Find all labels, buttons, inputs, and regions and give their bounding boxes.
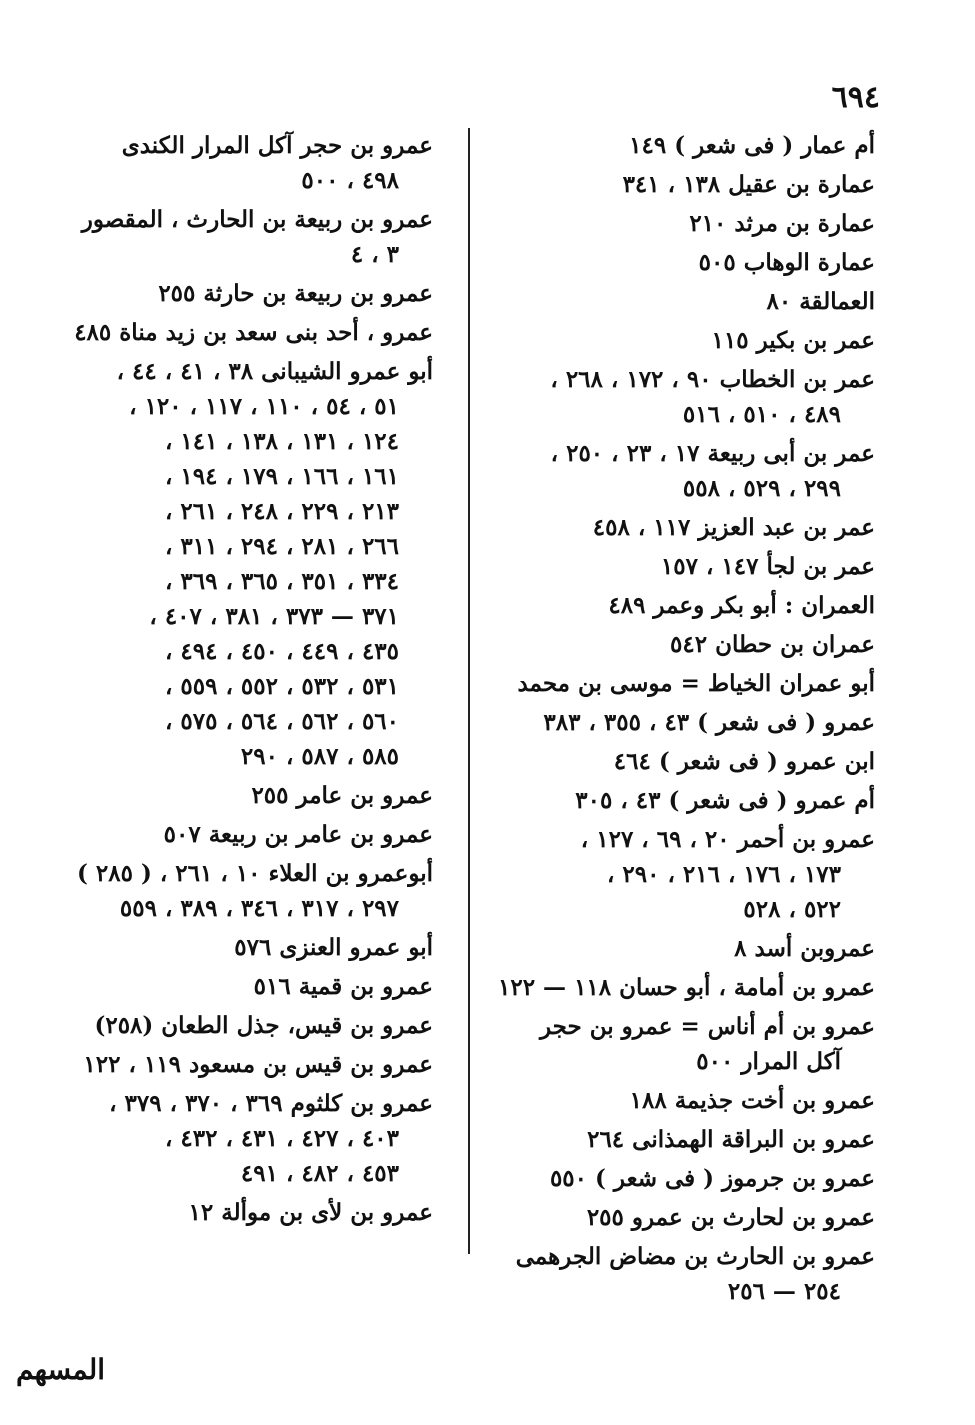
index-entry: أبو عمرو العنزى ٥٧٦ <box>234 934 433 961</box>
index-entry: عمرو بن البراقة الهمذانى ٢٦٤ <box>587 1126 875 1153</box>
index-entry: أم عمار ( فى شعر ) ١٤٩ <box>629 132 875 159</box>
index-entry: عمر بن الخطاب ٩٠ ، ١٧٢ ، ٢٦٨ ، <box>550 366 875 393</box>
index-column-right <box>497 128 875 1309</box>
index-entry-continuation: ٢٩٧ ، ٣١٧ ، ٣٤٦ ، ٣٨٩ ، ٥٥٩ <box>119 895 399 922</box>
index-entry: عمرو بن قيس بن مسعود ١١٩ ، ١٢٢ <box>83 1051 433 1078</box>
index-entry-continuation: ٢٩٩ ، ٥٢٩ ، ٥٥٨ <box>682 475 841 502</box>
index-entry: ابن عمرو ( فى شعر ) ٤٦٤ <box>613 748 875 775</box>
column-divider <box>468 128 470 1254</box>
index-entry: العمران : أبو بكر وعمر ٤٨٩ <box>608 592 875 619</box>
index-entry: عمرو ( فى شعر ) ٤٣ ، ٣٥٥ ، ٣٨٣ <box>543 709 875 736</box>
index-entry: العمالقة ٨٠ <box>766 288 875 315</box>
index-entry: عمرو بن كلثوم ٣٦٩ ، ٣٧٠ ، ٣٧٩ ، <box>109 1090 433 1117</box>
index-entry-continuation: ٥٢٢ ، ٥٢٨ <box>743 896 841 923</box>
index-entry-continuation: ٢١٣ ، ٢٢٩ ، ٢٤٨ ، ٢٦١ ، <box>164 498 399 525</box>
index-entry: عمرو بن لحارث بن عمرو ٢٥٥ <box>586 1204 875 1231</box>
index-entry-continuation: ٥١ ، ٥٤ ، ١١٠ ، ١١٧ ، ١٢٠ ، <box>129 393 399 420</box>
index-entry: عمرو بن أمامة ، أبو حسان ١١٨ — ١٢٢ <box>497 974 875 1001</box>
logo-text: المسهم <box>16 1353 106 1386</box>
index-entry-continuation: ٢٥٤ — ٢٥٦ <box>727 1278 841 1305</box>
index-entry: عمارة بن عقيل ١٣٨ ، ٣٤١ <box>622 171 875 198</box>
index-entry: عمرو ، أحد بنى سعد بن زيد مناة ٤٨٥ <box>74 319 433 346</box>
index-entry-continuation: آكل المرار ٥٠٠ <box>696 1048 841 1075</box>
index-entry: عمروبن أسد ٨ <box>734 935 875 962</box>
index-entry-continuation: ٤٠٣ ، ٤٢٧ ، ٤٣١ ، ٤٣٢ ، <box>164 1125 399 1152</box>
index-entry-continuation: ٥٣١ ، ٥٣٢ ، ٥٥٢ ، ٥٥٩ ، <box>164 673 399 700</box>
index-entry: عمرو بن أحمر ٢٠ ، ٦٩ ، ١٢٧ ، <box>580 826 875 853</box>
index-entry: عمارة بن مرثد ٢١٠ <box>689 210 875 237</box>
index-entry: عمرو بن ربيعة بن الحارث ، المقصور <box>81 206 433 233</box>
index-entry: أبو عمران الخياط = موسى بن محمد <box>517 670 875 697</box>
index-entry: عمارة الوهاب ٥٠٥ <box>698 249 875 276</box>
index-entry-continuation: ٣ ، ٤ <box>350 241 399 268</box>
index-entry: أبوعمرو بن العلاء ١٠ ، ٢٦١ ، ( ٢٨٥ ) <box>77 860 433 887</box>
index-entry: أم عمرو ( فى شعر ) ٤٣ ، ٣٠٥ <box>575 787 875 814</box>
index-entry: عمرو بن الحارث بن مضاض الجرهمى <box>515 1243 875 1270</box>
index-entry-continuation: ٤٨٩ ، ٥١٠ ، ٥١٦ <box>682 401 841 428</box>
index-entry: عمرو بن لأى بن موألة ١٢ <box>188 1199 433 1226</box>
index-entry: عمرو بن قمية ٥١٦ <box>253 973 433 1000</box>
index-entry: عمر بن بكير ١١٥ <box>711 327 875 354</box>
index-entry: عمرو بن جرموز ( فى شعر ) ٥٥٠ <box>549 1165 875 1192</box>
index-entry: عمرو بن أخت جذيمة ١٨٨ <box>629 1087 875 1114</box>
index-entry-continuation: ٢٦٦ ، ٢٨١ ، ٢٩٤ ، ٣١١ ، <box>164 533 399 560</box>
index-entry: عمرو بن قيس، جذل الطعان (٢٥٨) <box>94 1012 433 1039</box>
index-column-left <box>55 128 433 1230</box>
index-entry: عمر بن أبى ربيعة ١٧ ، ٢٣ ، ٢٥٠ ، <box>550 440 875 467</box>
index-entry: عمر بن عبد العزيز ١١٧ ، ٤٥٨ <box>592 514 875 541</box>
index-entry-continuation: ٤٣٥ ، ٤٤٩ ، ٤٥٠ ، ٤٩٤ ، <box>164 638 399 665</box>
index-entry-continuation: ٣٧١ — ٣٧٣ ، ٣٨١ ، ٤٠٧ ، <box>149 603 399 630</box>
index-entry-continuation: ١٧٣ ، ١٧٦ ، ٢١٦ ، ٢٩٠ ، <box>606 861 841 888</box>
page-number: ٦٩٤ <box>831 80 880 115</box>
index-entry-continuation: ٤٥٣ ، ٤٨٢ ، ٤٩١ <box>240 1160 399 1187</box>
index-entry-continuation: ٥٨٥ ، ٥٨٧ ، ٢٩٠ <box>240 743 399 770</box>
index-entry: عمرو بن حجر آكل المرار الكندى <box>121 132 433 159</box>
index-entry-continuation: ٤٩٨ ، ٥٠٠ <box>301 167 399 194</box>
index-entry: عمر بن لجأ ١٤٧ ، ١٥٧ <box>660 553 875 580</box>
index-entry-continuation: ١٢٤ ، ١٣١ ، ١٣٨ ، ١٤١ ، <box>164 428 399 455</box>
index-entry: عمرو بن ربيعة بن حارثة ٢٥٥ <box>158 280 433 307</box>
index-entry: أبو عمرو الشيبانى ٣٨ ، ٤١ ، ٤٤ ، <box>116 358 433 385</box>
index-entry-continuation: ٥٦٠ ، ٥٦٢ ، ٥٦٤ ، ٥٧٥ ، <box>164 708 399 735</box>
index-entry: عمران بن حطان ٥٤٢ <box>670 631 875 658</box>
index-entry-continuation: ١٦١ ، ١٦٦ ، ١٧٩ ، ١٩٤ ، <box>164 463 399 490</box>
index-entry: عمرو بن عامر بن ربيعة ٥٠٧ <box>163 821 433 848</box>
publisher-logo <box>6 1335 136 1415</box>
index-entry: عمرو بن أم أناس = عمرو بن حجر <box>539 1013 875 1040</box>
index-entry: عمرو بن عامر ٢٥٥ <box>251 782 433 809</box>
index-entry-continuation: ٣٣٤ ، ٣٥١ ، ٣٦٥ ، ٣٦٩ ، <box>164 568 399 595</box>
